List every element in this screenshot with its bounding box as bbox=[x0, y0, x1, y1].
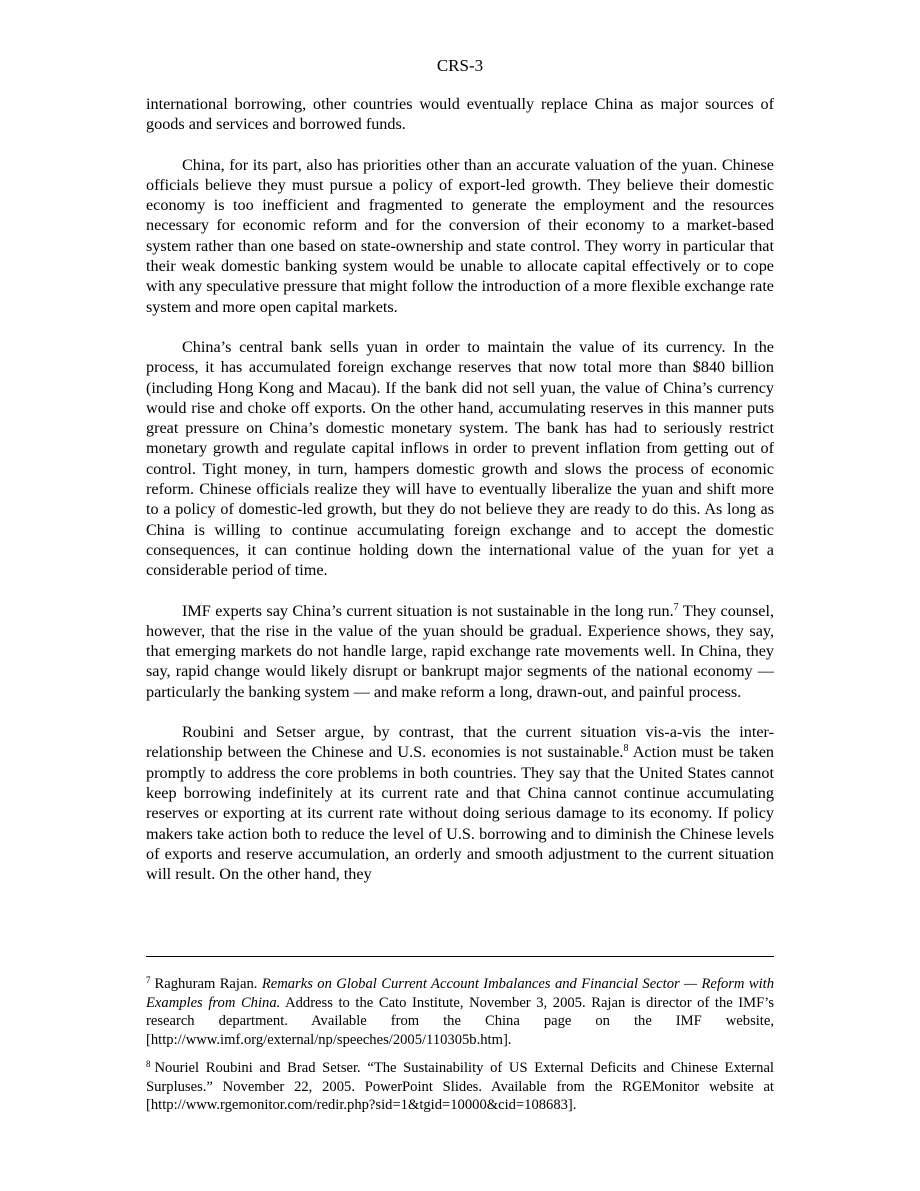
footnote-author: Raghuram Rajan. bbox=[154, 976, 262, 992]
body-text bbox=[146, 94, 774, 904]
footnote-number: 7 bbox=[146, 975, 151, 985]
paragraph-continuation: international borrowing, other countries would eventually replace China as major sources of goods and services and borrowed funds. bbox=[146, 95, 774, 134]
paragraph-text: IMF experts say China’s current situation is not sustainable in the long run. bbox=[182, 601, 674, 620]
footnote-reference-7: 7 bbox=[673, 601, 679, 613]
footnote-text: Address to the Cato Institute, November 3, 2005. Rajan is director of the IMF’s research department. Available from the China page on the IMF website, [http://www.imf.org/external/np/speeches/2005/110305b.htm]. bbox=[146, 994, 774, 1049]
paragraph-text: They counsel, however, that the rise in the value of the yuan should be gradual. Experience shows, they say, that emerging markets do not handle large, rapid exchange rate movements well. In China, they say, rapid change would likely disrupt or bankrupt major segments of the national economy — particularly the banking system — and make reform a long, drawn-out, and painful process. bbox=[146, 601, 775, 701]
footnote-reference-8: 8 bbox=[623, 743, 629, 755]
footnote-divider bbox=[146, 956, 774, 957]
footnote-title: Remarks on Global Current Account Imbalances and Financial Sector — Reform with Examples from China. bbox=[146, 976, 775, 1011]
paragraph-china-priorities: China, for its part, also has priorities other than an accurate valuation of the yuan. Chinese officials believe they must pursue a policy of export-led growth. They believe their domestic economy is too inefficient and fragmented to generate the employment and the resources necessary for economic reform and for the conversion of their economy to a market-based system rather than one based on state-ownership and state control. They worry in particular that their weak domestic banking system would be unable to allocate capital effectively or to cope with any speculative pressure that might follow the introduction of a more flexible exchange rate system and more open capital markets. bbox=[146, 155, 774, 316]
paragraph-text: Roubini and Setser argue, by contrast, that the current situation vis-a-vis the inter-relationship between the Chinese and U.S. economies is not sustainable. bbox=[146, 723, 774, 762]
footnote-7 bbox=[146, 975, 774, 1050]
paragraph-text: Action must be taken promptly to address the core problems in both countries. They say that the United States cannot keep borrowing indefinitely at its current rate and that China cannot continue accumulating reserves or exporting at its current rate without doing serious damage to its economy. If policy makers take action both to reduce the level of U.S. borrowing and to diminish the Chinese levels of exports and reserve accumulation, an orderly and smooth adjustment to the current situation will result. On the other hand, they bbox=[146, 743, 774, 884]
footnote-8 bbox=[146, 1059, 774, 1115]
paragraph-imf-experts bbox=[146, 601, 774, 702]
paragraph-roubini-setser bbox=[146, 722, 774, 884]
page-number-header: CRS-3 bbox=[436, 56, 484, 75]
footnotes bbox=[146, 975, 774, 1124]
paragraph-central-bank: China’s central bank sells yuan in order to maintain the value of its currency. In the process, it has accumulated foreign exchange reserves that now total more than $840 billion (including Hong Kong and Macau). If the bank did not sell yuan, the value of China’s currency would rise and choke off exports. On the other hand, accumulating reserves in this manner puts great pressure on China’s domestic monetary system. The bank has had to seriously restrict monetary growth and regulate capital inflows in order to prevent inflation from getting out of control. Tight money, in turn, hampers domestic growth and slows the process of economic reform. Chinese officials realize they will have to eventually liberalize the yuan and shift more to a policy of domestic-led growth, but they do not believe they are ready to do this. As long as China is willing to continue accumulating foreign exchange and to accept the domestic consequences, it can continue holding down the international value of the yuan for yet a considerable period of time. bbox=[146, 337, 774, 580]
footnote-number: 8 bbox=[146, 1058, 151, 1069]
footnote-text: Nouriel Roubini and Brad Setser. “The Sustainability of US External Deficits and Chinese External Surpluses.” November 22, 2005. PowerPoint Slides. Available from the RGEMonitor website at [http://www.rgemonitor.com/redir.php?sid=1&tgid=10000&cid=108683]. bbox=[146, 1059, 774, 1114]
